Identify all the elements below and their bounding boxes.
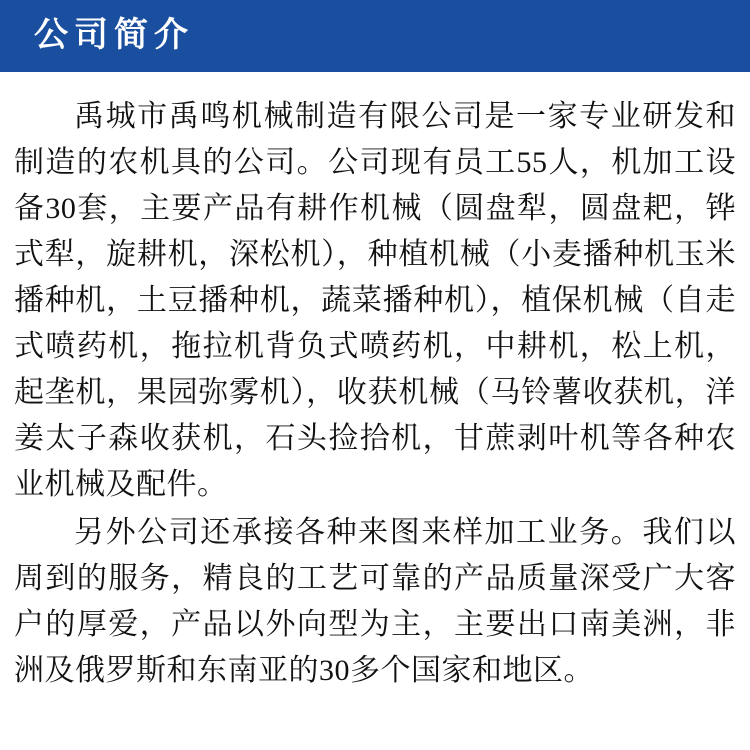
page-title: 公司简介 [34, 17, 194, 54]
paragraph-2: 另外公司还承接各种来图来样加工业务。我们以周到的服务，精良的工艺可靠的产品质量深受广大客户的厚爱，产品以外向型为主，主要出口南美洲，非洲及俄罗斯和东南亚的30多个国家和地区。 [14, 516, 736, 687]
section-header-band [0, 0, 750, 72]
company-profile-body [0, 72, 750, 696]
paragraph-1: 禹城市禹鸣机械制造有限公司是一家专业研发和制造的农机具的公司。公司现有员工55人，机加工设备30套，主要产品有耕作机械（圆盘犁，圆盘耙，铧式犁，旋耕机，深松机），种植机械（小麦播种机玉米播种机，土豆播种机，蔬菜播种机），植保机械（自走式喷药机，拖拉机背负式喷药机，中耕机，松上机，起垄机，果园弥雾机），收获机械（马铃薯收获机，洋姜太子森收获机，石头捡拾机，甘蔗剥叶机等各种农业机械及配件。 [14, 100, 736, 501]
